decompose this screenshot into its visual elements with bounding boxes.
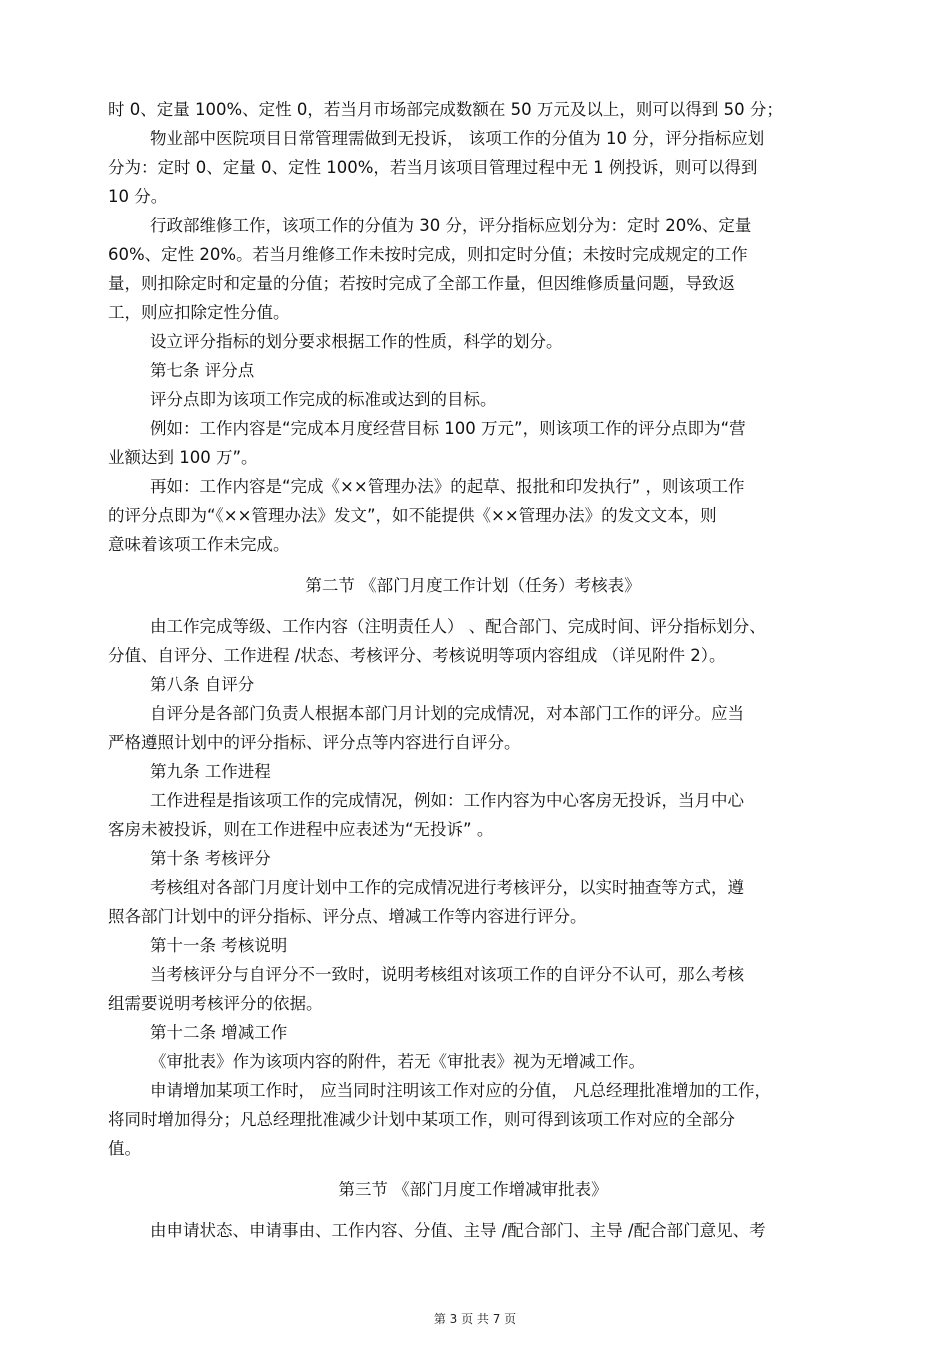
text-line: 严格遵照计划中的评分指标、评分点等内容进行自评分。 bbox=[108, 733, 521, 752]
section-heading: 第二节 《部门月度工作计划（任务）考核表》 bbox=[305, 576, 641, 595]
paragraph-start: 由工作完成等级、工作内容（注明责任人） 、配合部门、完成时间、评分指标划分、 bbox=[150, 617, 766, 636]
text-line: 客房未被投诉，则在工作进程中应表述为“无投诉” 。 bbox=[108, 820, 494, 839]
article-heading: 第七条 评分点 bbox=[150, 361, 255, 380]
article-heading: 第十一条 考核说明 bbox=[150, 936, 288, 955]
article-heading: 第十二条 增减工作 bbox=[150, 1023, 288, 1042]
paragraph-start: 再如：工作内容是“完成《××管理办法》的起草、报批和印发执行” ，则该项工作 bbox=[150, 477, 745, 496]
paragraph-start: 由申请状态、申请事由、工作内容、分值、主导 /配合部门、主导 /配合部门意见、考 bbox=[150, 1221, 766, 1240]
paragraph-start: 当考核评分与自评分不一致时，说明考核组对该项工作的自评分不认可，那么考核 bbox=[150, 965, 744, 984]
text-line: 工，则应扣除定性分值。 bbox=[108, 303, 290, 322]
paragraph-start: 自评分是各部门负责人根据本部门月计划的完成情况，对本部门工作的评分。应当 bbox=[150, 704, 744, 723]
text-line: 组需要说明考核评分的依据。 bbox=[108, 994, 323, 1013]
paragraph-start: 《审批表》作为该项内容的附件，若无《审批表》视为无增减工作。 bbox=[150, 1052, 645, 1071]
paragraph-start: 例如：工作内容是“完成本月度经营目标 100 万元”，则该项工作的评分点即为“营 bbox=[150, 419, 746, 438]
section-heading: 第三节 《部门月度工作增减审批表》 bbox=[338, 1180, 608, 1199]
text-line: 的评分点即为“《××管理办法》发文”，如不能提供《××管理办法》的发文文本，则 bbox=[108, 506, 717, 525]
paragraph-start: 行政部维修工作，该项工作的分值为 30 分，评分指标应划分为：定时 20%、定量 bbox=[150, 216, 752, 235]
text-line: 10 分。 bbox=[108, 187, 168, 206]
paragraph-start: 考核组对各部门月度计划中工作的完成情况进行考核评分，以实时抽查等方式，遵 bbox=[150, 878, 744, 897]
text-line: 分值、自评分、工作进程 /状态、考核评分、考核说明等项内容组成 （详见附件 2）。 bbox=[108, 646, 726, 665]
page-footer: 第 3 页 共 7 页 bbox=[433, 1312, 517, 1326]
paragraph-start: 设立评分指标的划分要求根据工作的性质，科学的划分。 bbox=[150, 332, 563, 351]
paragraph-start: 物业部中医院项目日常管理需做到无投诉， 该项工作的分值为 10 分，评分指标应划 bbox=[150, 129, 765, 148]
text-line: 意味着该项工作未完成。 bbox=[108, 535, 290, 554]
text-line: 量，则扣除定时和定量的分值；若按时完成了全部工作量，但因维修质量问题，导致返 bbox=[108, 274, 735, 293]
text-line: 60%、定性 20%。若当月维修工作未按时完成，则扣定时分值；未按时完成规定的工作 bbox=[108, 245, 748, 264]
paragraph-start: 工作进程是指该项工作的完成情况，例如：工作内容为中心客房无投诉，当月中心 bbox=[150, 791, 744, 810]
article-heading: 第九条 工作进程 bbox=[150, 762, 271, 781]
text-line: 分为：定时 0、定量 0、定性 100%，若当月该项目管理过程中无 1 例投诉，则可以得到 bbox=[108, 158, 758, 177]
text-line: 时 0、定量 100%、定性 0，若当月市场部完成数额在 50 万元及以上，则可以得到 50 分； bbox=[108, 100, 783, 119]
article-heading: 第十条 考核评分 bbox=[150, 849, 271, 868]
article-heading: 第八条 自评分 bbox=[150, 675, 255, 694]
text-line: 业额达到 100 万”。 bbox=[108, 448, 258, 467]
text-line: 将同时增加得分；凡总经理批准减少计划中某项工作，则可得到该项工作对应的全部分 bbox=[108, 1110, 735, 1129]
paragraph-start: 评分点即为该项工作完成的标准或达到的目标。 bbox=[150, 390, 497, 409]
document-body bbox=[108, 95, 838, 1245]
text-line: 照各部门计划中的评分指标、评分点、增减工作等内容进行评分。 bbox=[108, 907, 587, 926]
paragraph-start: 申请增加某项工作时， 应当同时注明该工作对应的分值， 凡总经理批准增加的工作， bbox=[150, 1081, 771, 1100]
text-line: 值。 bbox=[108, 1139, 141, 1158]
